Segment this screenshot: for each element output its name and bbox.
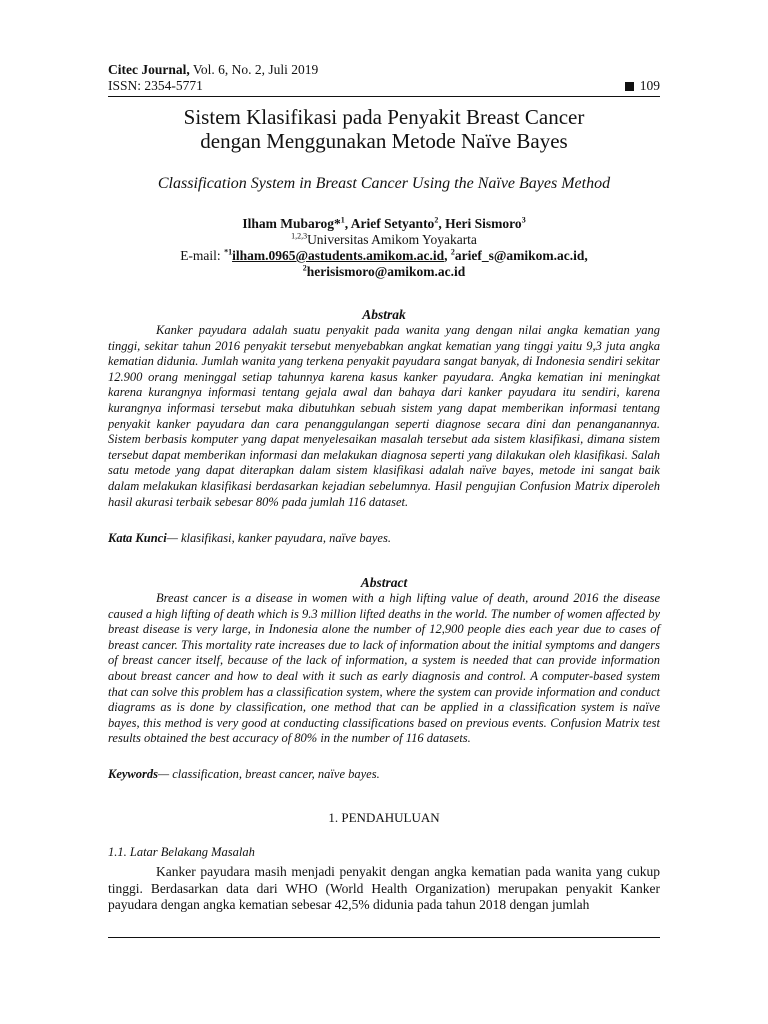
kata-kunci-label: Kata Kunci (108, 531, 167, 545)
author-1-sup: 1 (340, 215, 345, 225)
affiliation-sup: 1,2,3 (291, 231, 308, 241)
author-3: , Heri Sismoro (438, 216, 522, 231)
affiliation-text: Universitas Amikom Yoyakarta (307, 232, 477, 247)
email-label: E-mail: (180, 248, 225, 263)
keywords-text: — classification, breast cancer, naïve bayes. (158, 767, 380, 781)
section-heading: 1. PENDAHULUAN (328, 810, 440, 825)
intro-paragraph (108, 864, 660, 914)
email-2-sup: 2 (450, 247, 455, 257)
author-2-sup: 2 (434, 215, 439, 225)
keywords (108, 767, 660, 782)
intro-text: Kanker payudara masih menjadi penyakit dengan angka kematian pada wanita yang cukup tinggi. Berdasarkan data dari WHO (World Health Organization) merupakan penyakit Kanker payudara dengan angka kematian sebesar 42,5% didunia pada tahun 2018 dengan jumlah (108, 864, 660, 912)
title-line-2: dengan Menggunakan Metode Naïve Bayes (200, 129, 568, 153)
email-separator: , (444, 248, 451, 263)
email-3-sup: 2 (302, 263, 307, 273)
author-names (108, 216, 660, 232)
email-1-sup: *1 (224, 247, 233, 257)
author-1: Ilham Mubarog* (242, 216, 341, 231)
running-header (108, 62, 660, 94)
kata-kunci (108, 531, 660, 546)
email-line (108, 248, 660, 264)
keywords-label: Keywords (108, 767, 158, 781)
email-3[interactable]: herisismoro@amikom.ac.id (306, 264, 466, 279)
page-number-group (625, 78, 660, 94)
kata-kunci-text: — klasifikasi, kanker payudara, naïve bayes. (166, 531, 391, 545)
author-3-sup: 3 (521, 215, 526, 225)
journal-name: Citec Journal, (108, 62, 190, 77)
abstract-heading: Abstract (360, 575, 408, 590)
email-line-2 (108, 264, 660, 280)
paper-title (108, 105, 660, 153)
footer-rule (108, 937, 660, 938)
subsection-heading: 1.1. Latar Belakang Masalah (108, 845, 255, 859)
email-1-link[interactable]: ilham.0965@astudents.amikom.ac.id (232, 248, 445, 263)
page-number: 109 (639, 78, 660, 93)
journal-volume: Vol. 6, No. 2, Juli 2019 (189, 62, 319, 77)
email-2[interactable]: arief_s@amikom.ac.id, (454, 248, 588, 263)
abstrak-body: Kanker payudara adalah suatu penyakit pada wanita yang dengan nilai angka kematian yang tinggi, sekitar tahun 2016 penyakit tersebut menyebabkan angkat kematian yang tinggi yaitu 9,3 juta angka kematian didunia. Jumlah wanita yang terkena penyakit payudara sangat banyak, di Indonesia sendiri sekitar 12.900 orang meninggal setiap tahunnya karena kasus kanker payudara. Angka kematian ini meningkat karena kurangnya informasi tentang gejala awal dan bahaya dari kanker payudara itu sendiri, karena kurangnya informasi tersebut maka dibutuhkan sebuah sistem yang dapat memberikan informasi tentang penyakit kanker payudara dan cara penanggulangan seperti diagnose secara dini dan penanganannya. Sistem berbasis komputer yang dapat menyelesaikan masalah tersebut ada sistem klasifikasi, dimana sistem tersebut dapat memberikan informasi dan melakukan diagnosa seperti yang dilakukan oleh klasifikasi. Salah satu metode yang dapat diterapkan dalam sistem klasifikasi adalah naïve bayes, metode ini sangat baik dalam melakukan klasifikasi berdasarkan kejadian sebelumnya. Hasil pengujian Confusion Matrix diperoleh hasil akurasi terbaik sebesar 80% pada jumlah 116 dataset. (108, 323, 660, 509)
author-2: , Arief Setyanto (344, 216, 435, 231)
header-rule (108, 96, 660, 97)
title-line-1: Sistem Klasifikasi pada Penyakit Breast Cancer (183, 105, 585, 129)
abstract-body: Breast cancer is a disease in women with a high lifting value of death, around 2016 the disease caused a high lifting of death which is 9.3 million lifted deaths in the world. The number of women affected by breast disease is very large, in Indonesia alone the number of 12,900 people dies each year due to cases of breast cancer. This mortality rate increases due to lack of information about the initial symptoms and dangers of breast cancer itself, because of the lack of information, a system is needed that can provide information about breast cancer and how to deal with it such as early diagnosis and control. A computer-based system that can solve this problem has a classification system, where the system can provide information and conduct diagrams as is done by classification, one method that can be applied in a classification system is naïve bayes, this method is very good at conducting classifications based on previous events. Confusion Matrix test results obtained the best accuracy of 80% in the number of 116 datasets. (108, 591, 660, 746)
issn: ISSN: 2354-5771 (108, 78, 203, 93)
abstrak-heading: Abstrak (362, 307, 406, 322)
author-block (108, 216, 660, 280)
affiliation (108, 232, 660, 248)
square-bullet-icon (625, 82, 634, 91)
english-title: Classification System in Breast Cancer Using the Naïve Bayes Method (157, 175, 611, 192)
